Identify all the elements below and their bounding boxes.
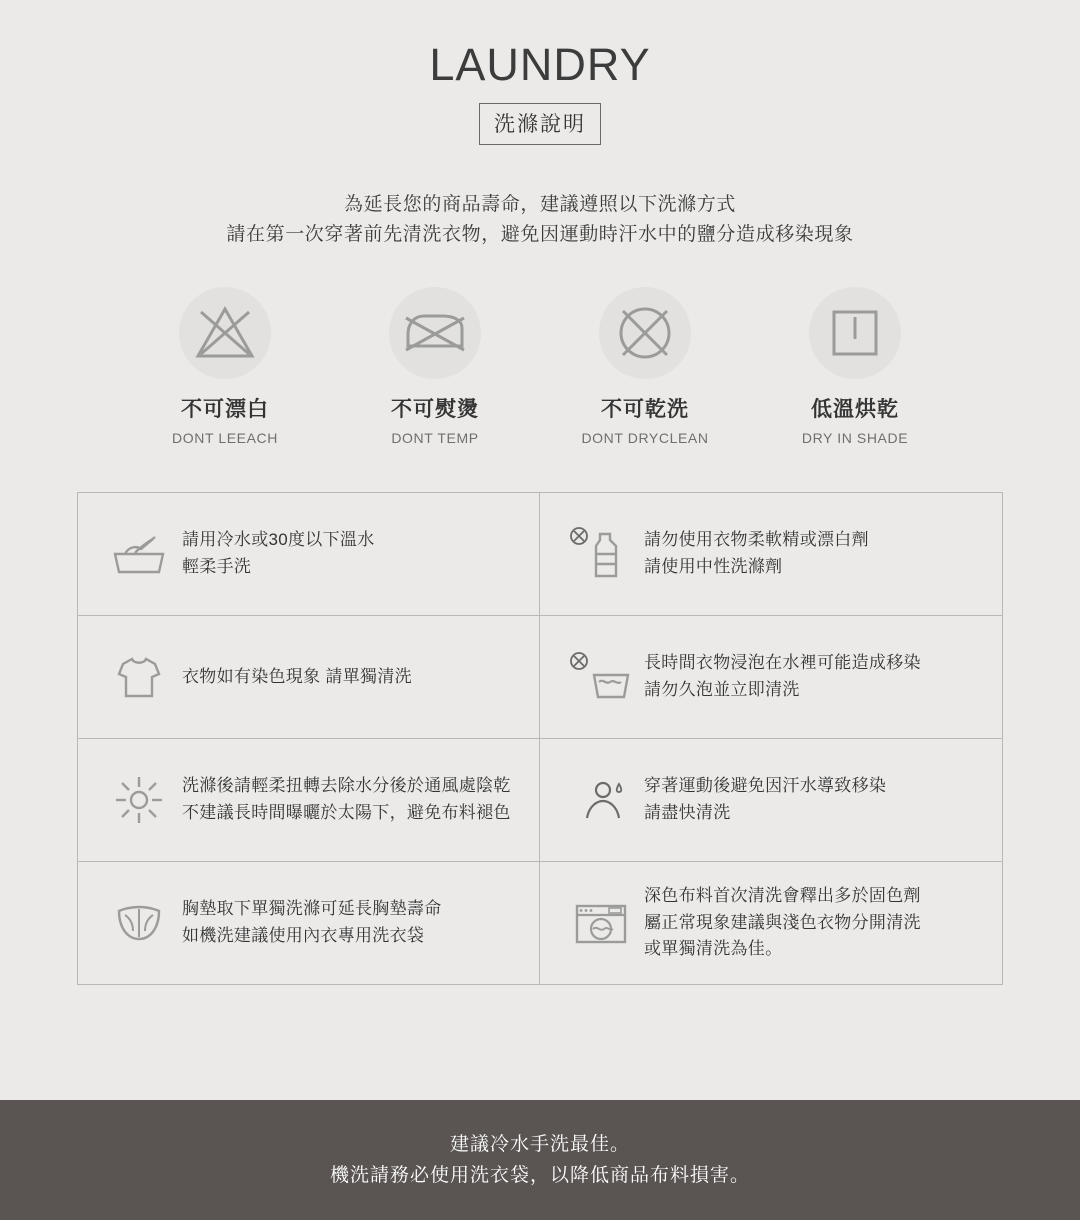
cell-line: 或單獨清洗為佳。 <box>644 938 783 958</box>
table-cell <box>78 616 540 738</box>
cell-line: 胸墊取下單獨洗滌可延長胸墊壽命 <box>182 899 442 919</box>
cell-line: 請使用中性洗滌劑 <box>644 556 783 576</box>
intro-line-2: 請在第一次穿著前先清洗衣物，避免因運動時汗水中的鹽分造成移染現象 <box>226 224 854 246</box>
tshirt-icon <box>102 654 176 700</box>
symbol-circle <box>389 287 481 379</box>
cell-text <box>638 527 869 580</box>
cell-line: 穿著運動後避免因汗水導致移染 <box>644 776 887 796</box>
care-symbols-row <box>0 287 1080 446</box>
cell-text <box>176 896 442 949</box>
table-cell <box>540 739 1002 861</box>
cell-text <box>176 527 375 580</box>
table-cell <box>78 493 540 615</box>
page-title: LAUNDRY <box>429 39 651 90</box>
table-cell <box>78 739 540 861</box>
cell-line: 如機洗建議使用內衣專用洗衣袋 <box>182 925 425 945</box>
hand-wash-icon <box>102 532 176 576</box>
table-cell <box>540 862 1002 984</box>
no-bleach-triangle-icon <box>194 305 256 361</box>
symbol-label-zh: 不可漂白 <box>181 397 269 421</box>
symbol-label-zh: 低溫烘乾 <box>811 397 899 421</box>
symbol-circle <box>809 287 901 379</box>
dry-in-shade-icon <box>828 306 882 360</box>
cell-line: 輕柔手洗 <box>182 556 252 576</box>
no-iron-icon <box>402 308 468 358</box>
symbol-label-en: DONT TEMP <box>391 429 479 446</box>
footer-line-2: 機洗請務必使用洗衣袋，以降低商品布料損害。 <box>329 1165 750 1186</box>
table-row <box>78 616 1002 739</box>
badge-wrap <box>0 103 1080 145</box>
table-row <box>78 862 1002 984</box>
no-softener-bottle-icon <box>564 526 638 582</box>
cell-line: 深色布料首次清洗會釋出多於固色劑 <box>644 886 921 906</box>
cell-text <box>638 650 921 703</box>
cell-line: 請用冷水或30度以下溫水 <box>182 530 375 550</box>
footer-line-1: 建議冷水手洗最佳。 <box>449 1133 630 1155</box>
cell-text <box>638 773 886 826</box>
care-symbol-no-iron <box>359 287 511 446</box>
cell-line: 請盡快清洗 <box>644 802 731 822</box>
table-cell <box>540 616 1002 738</box>
symbol-circle <box>599 287 691 379</box>
bra-pad-icon <box>102 901 176 945</box>
cell-line: 請勿久泡並立即清洗 <box>644 679 800 699</box>
symbol-label-zh: 不可乾洗 <box>601 397 689 421</box>
cell-text <box>176 664 412 690</box>
intro-line-1: 為延長您的商品壽命，建議遵照以下洗滌方式 <box>343 194 736 215</box>
table-row <box>78 493 1002 616</box>
person-sweat-icon <box>564 776 638 824</box>
cell-line: 長時間衣物浸泡在水裡可能造成移染 <box>644 653 921 673</box>
symbol-label-en: DONT DRYCLEAN <box>581 429 709 446</box>
symbol-circle <box>179 287 271 379</box>
symbol-label-en: DONT LEEACH <box>172 429 278 446</box>
care-symbol-no-bleach <box>149 287 301 446</box>
table-cell <box>78 862 540 984</box>
section-badge: 洗滌說明 <box>479 103 601 145</box>
cell-line: 衣物如有染色現象 請單獨清洗 <box>182 666 412 686</box>
table-row <box>78 739 1002 862</box>
no-soaking-basin-icon <box>564 649 638 705</box>
cell-line: 不建議長時間曝曬於太陽下，避免布料褪色 <box>182 802 511 822</box>
table-cell <box>540 493 1002 615</box>
symbol-label-en: DRY IN SHADE <box>801 429 909 446</box>
cell-line: 洗滌後請輕柔扭轉去除水分後於通風處陰乾 <box>182 776 511 796</box>
care-symbol-no-dryclean <box>569 287 721 446</box>
cell-text <box>638 883 921 962</box>
cell-line: 請勿使用衣物柔軟精或漂白劑 <box>644 530 869 550</box>
no-dryclean-circle-icon <box>615 303 675 363</box>
cell-text <box>176 773 511 826</box>
symbol-label-zh: 不可熨燙 <box>391 397 479 421</box>
footer-note <box>0 1100 1080 1220</box>
washing-machine-icon <box>564 898 638 948</box>
care-symbol-dry-in-shade <box>779 287 931 446</box>
cell-line: 屬正常現象建議與淺色衣物分開清洗 <box>644 912 921 932</box>
intro-text <box>0 190 1080 251</box>
care-instructions-table <box>77 492 1003 985</box>
sun-icon <box>102 774 176 826</box>
